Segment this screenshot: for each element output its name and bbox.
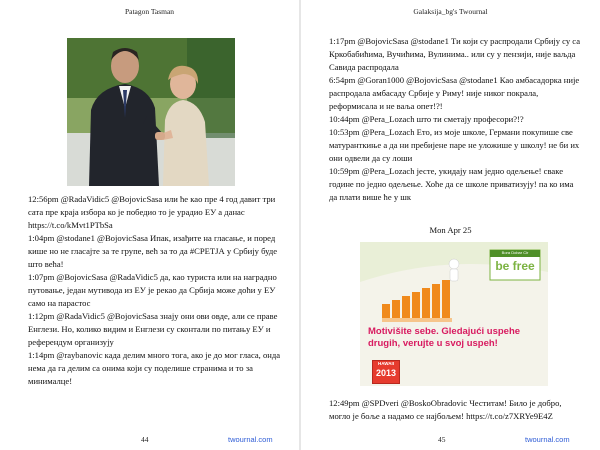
tweet-text: @RadaVidic5 @BojovicSasa знају они ови овде, али се праве Енглези. Но, колико видим и Енглези су сконтали по питању ЕУ и референдум организују [28, 311, 278, 347]
motivation-poster [360, 242, 548, 386]
tweet-time: 10:59pm [329, 166, 360, 176]
tweet-text: @RadaVidic5 @BojovicSasa или ће као пре 4 год давит три сата пре краја избора ко је победио то је урадио ЕУ а данас https://t.co/kMvt1PTbSa [28, 194, 276, 230]
poster-brand: be free [495, 259, 535, 273]
tweet-text: @Pera_Lozach Ето, из моје школе, Германи покупише све матуранткиње а да ни пребијене паре не уложише у школу! не би их они одвели да су лоши [329, 127, 580, 163]
hawaii-badge-title: HAWAII [377, 361, 394, 366]
right-page-header: Galaksija_bg's Twournal [413, 7, 488, 16]
tweet-time: 1:12pm [28, 311, 55, 321]
poster-slogan: Motivišite sebe. Gledaјući uspehe drugih, veruјte u svoj uspeh! [368, 326, 521, 349]
hawaii-badge [372, 360, 400, 384]
poster-brand-small: Bora Dobar Cir [501, 250, 529, 255]
tweet-text: @Goran1000 @BojovicSasa @stodane1 Као амбасадорка није распродала амбасаду Србије у Риму! није никог покрала, реформисала и не ваља опет!?! [329, 75, 580, 111]
tweet-text: @SPDveri @BoskoObradovic Честитам! Било је добро, могло је боље а надамо се најбољем! https://t.co/z7XRYe9E4Z [329, 398, 562, 421]
left-page [0, 0, 299, 450]
tweet-text: @raybanovic када делим много тога, ако је до мог гласа, онда нема да га делим са онима који су поделише странима и то за минималце! [28, 350, 281, 386]
tweet [28, 193, 283, 232]
tweet [28, 349, 283, 388]
tweet-text: @Pera_Lozach јесте, укидају нам једно одељење! сваке године по једно одељење. Хоће да се школе приватизују! па ко има да плати више ће у шк [329, 166, 574, 202]
tweet-time: 12:49pm [329, 398, 360, 408]
tweet [329, 35, 581, 74]
tweet-time: 1:07pm [28, 272, 55, 282]
left-tweets [28, 193, 283, 388]
right-tweets-top [329, 35, 581, 204]
tweet [28, 271, 283, 310]
tweet [329, 397, 581, 423]
date-heading: Mon Apr 25 [429, 225, 472, 235]
tweet-time: 1:04pm [28, 233, 55, 243]
tweet [329, 113, 581, 126]
tweet-time: 12:56pm [28, 194, 59, 204]
tweet-time: 10:44pm [329, 114, 360, 124]
tweet-time: 10:53pm [329, 127, 360, 137]
tweet [329, 74, 581, 113]
tweet [28, 232, 283, 271]
page-number: 44 [141, 435, 149, 444]
tweet-time: 6:54pm [329, 75, 356, 85]
tweet-time: 1:17pm [329, 36, 356, 46]
hawaii-badge-year: 2013 [375, 368, 397, 378]
handshake-photo [67, 38, 235, 186]
right-tweets-bottom [329, 397, 581, 423]
tweet [329, 126, 581, 165]
tweet [329, 165, 581, 204]
tweet-text: @BojovicSasa @RadaVidic5 да, као туриста или на наградно путовање, један мутивода из ЕУ је рекао да Србија може доћи у ЕУ само на парастос [28, 272, 277, 308]
tweet [28, 310, 283, 349]
page-number: 45 [438, 435, 446, 444]
left-page-header: Patаgоn Tasman [124, 7, 175, 16]
tweet-text: @stodane1 @BojovicSasa Ипак, изађите на гласање, и поред кише но не гласајте за те групе, већ за то да #СРЕТЈА у Србију буде што већа! [28, 233, 278, 269]
tweet-time: 1:14pm [28, 350, 55, 360]
tweet-text: @Pera_Lozach што ти сметају професори?!? [361, 114, 524, 124]
footer-link[interactable]: twournal.com [228, 435, 273, 444]
footer-link[interactable]: twournal.com [525, 435, 570, 444]
tweet-text: @BojovicSasa @stodane1 Ти који су распродали Србију су са Кркобабићима, Вучићима, Вулинима.. или су у пензији, није ваљда Савида распродала [329, 36, 581, 72]
